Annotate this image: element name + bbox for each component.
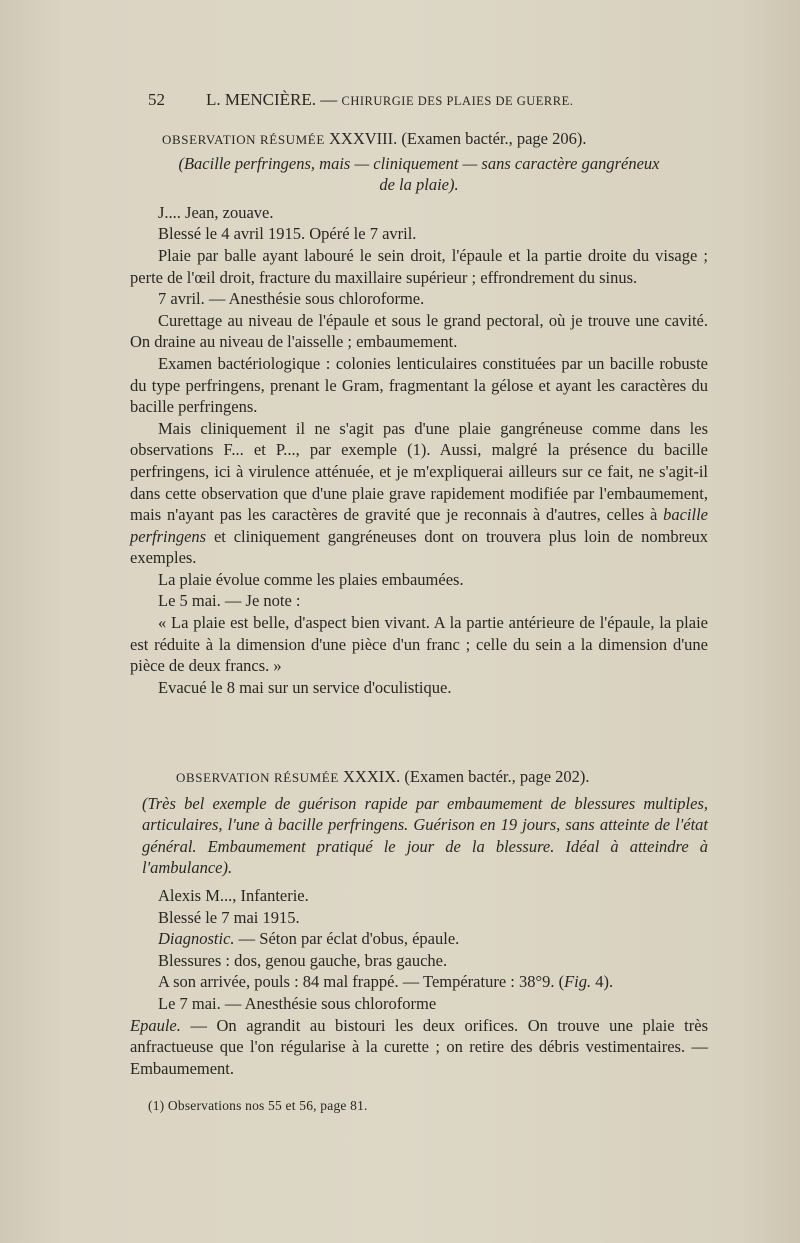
paragraph: 7 avril. — Anesthésie sous chloroforme. — [158, 289, 425, 309]
paragraph: J.... Jean, zouave. — [158, 202, 274, 222]
paragraph: Plaie par balle ayant labouré le sein droit, l'épaule et la partie droite du visage ; perte de l'œil droit, fracture du maxillaire supérieur ; effrondrement du sinus. — [130, 245, 708, 287]
observation-title: OBSERVATION RÉSUMÉE XXXVIII. (Examen bactér., page 206). — [162, 129, 587, 148]
observation-subtitle: (Très bel exemple de guérison rapide par embaumement de blessures multiples, articulaires, l'une à bacille perfringens. Guérison en 19 jours, sans atteinte de l'état général. Embaumement pratiqué le jour de la blessure. Idéal à atteindre à l'ambulance). — [142, 793, 708, 878]
paragraph: Blessures : dos, genou gauche, bras gauche. — [158, 950, 448, 970]
paragraph: Mais cliniquement il ne s'agit pas d'une plaie gangréneuse comme dans les observations F... et P..., par exemple (1). Aussi, malgré la présence du bacille perfringens, ici à virulence atténuée, et je m'expliquerai ailleurs sur ce fait, ne s'agit-il dans cette observation que d'une plaie grave rapidement modifiée par l'embaumement, mais n'ayant pas les caractères de gravité que je reconnais à d'autres, celles à bacille perfringens et cliniquement gangréneuses dont on trouvera plus loin de nombreux exemples. — [130, 418, 708, 568]
paragraph: Curettage au niveau de l'épaule et sous le grand pectoral, où je trouve une cavité. On draine au niveau de l'aisselle ; embaumement. — [130, 310, 708, 352]
paragraph: Alexis M..., Infanterie. — [158, 885, 309, 905]
footnote: (1) Observations nos 55 et 56, page 81. — [148, 1098, 368, 1113]
paragraph: Evacué le 8 mai sur un service d'oculistique. — [158, 677, 452, 697]
paragraph: Le 7 mai. — Anesthésie sous chloroforme — [158, 993, 437, 1013]
paragraph: « La plaie est belle, d'aspect bien vivant. A la partie antérieure de l'épaule, la plaie est réduite à la dimension d'une pièce d'un franc ; celle du sein a la dimension d'une pièce de deux francs. » — [130, 613, 708, 676]
paragraph: Epaule. — On agrandit au bistouri les deux orifices. On trouve une plaie très anfractueuse que l'on régularise à la curette ; on retire des débris vestimentaires. — Embaumement. — [130, 1015, 708, 1078]
page-number: 52 — [148, 90, 165, 109]
observation-subtitle: (Bacille perfringens, mais — cliniquement — sans caractère gangréneux de la plaie). — [178, 153, 660, 195]
paragraph: Diagnostic. — Séton par éclat d'obus, épaule. — [158, 929, 460, 949]
paragraph: A son arrivée, pouls : 84 mal frappé. — Température : 38°9. (Fig. 4). — [158, 972, 614, 992]
paragraph: Blessé le 4 avril 1915. Opéré le 7 avril. — [158, 224, 417, 244]
paragraph: Blessé le 7 mai 1915. — [158, 907, 300, 927]
paragraph: Examen bactériologique : colonies lenticulaires constituées par un bacille robuste du type perfringens, prenant le Gram, fragmentant la gélose et ayant les caractères du bacille perfringens. — [130, 353, 708, 417]
observation-39 — [130, 766, 708, 1079]
paragraph: Le 5 mai. — Je note : — [158, 591, 301, 611]
observation-title: OBSERVATION RÉSUMÉE XXXIX. (Examen bactér., page 202). — [176, 767, 590, 786]
header-author: L. MENCIÈRE. — [206, 90, 317, 109]
header-title: CHIRURGIE DES PLAIES DE GUERRE. — [341, 94, 574, 108]
paragraph: La plaie évolue comme les plaies embaumées. — [158, 569, 464, 589]
observation-38 — [130, 128, 708, 698]
running-header: 52 L. MENCIÈRE. — CHIRURGIE DES PLAIES DE GUERRE. — [148, 90, 574, 109]
